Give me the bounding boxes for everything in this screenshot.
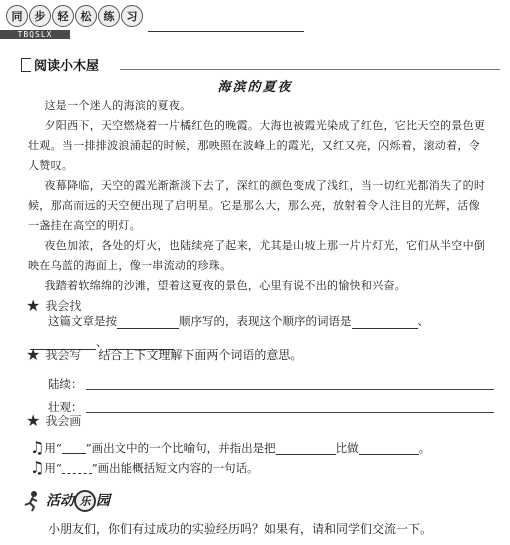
- word-label: 壮观：: [48, 400, 83, 414]
- header-pill: 轻: [52, 5, 74, 27]
- task-title: 我会找: [45, 299, 82, 313]
- answer-line[interactable]: [86, 389, 494, 390]
- header-pills: [6, 5, 143, 29]
- wavy-line-sample: [62, 463, 92, 474]
- paragraph: 这是一个迷人的海滨的夏夜。: [44, 99, 192, 112]
- answer-blank[interactable]: [359, 442, 419, 455]
- task-draw-line1: ♫ 用“ ”画出文中的一个比喻句，并指出是把 比做 。: [30, 438, 431, 457]
- answer-blank[interactable]: [352, 316, 418, 329]
- task-description: 结合上下文理解下面两个词语的意思。: [98, 348, 303, 362]
- music-note-icon: ♫: [30, 458, 45, 477]
- section-divider: [120, 69, 500, 70]
- music-note-icon: ♫: [30, 438, 45, 457]
- article-title: 海滨的夏夜: [217, 80, 293, 95]
- word-label: 陆续：: [48, 377, 83, 391]
- brand-code: TBQSLX: [0, 30, 70, 39]
- task-find-question-cont: 、: [30, 334, 174, 350]
- answer-blank[interactable]: [276, 442, 336, 455]
- star-icon: ★: [26, 410, 41, 430]
- section-title: 阅读小木屋: [34, 59, 100, 74]
- paragraph: 夜幕降临，天空的霞光渐渐淡下去了，深红的颜色变成了浅红，当一切红光都消失了的时候，那高而远的天空便出现了启明星。它是那么大，那么亮，放射着令人注目的光辉，活像一盏挂在高空的明灯。: [28, 179, 486, 232]
- task-find-question: 这篇文章是按 顺序写的，表现这个顺序的词语是 、: [48, 314, 429, 328]
- paragraph: 我踏着软绵绵的沙滩，望着这夏夜的景色，心里有说不出的愉快和兴奋。: [44, 279, 407, 292]
- activity-header: [22, 490, 110, 512]
- task-draw-header: [26, 412, 81, 429]
- header-divider: [148, 31, 304, 32]
- header-pill: 松: [75, 5, 97, 27]
- answer-line[interactable]: [86, 412, 494, 413]
- activity-title: 活动 乐 园: [46, 490, 110, 512]
- paragraph: 夕阳西下，天空燃烧着一片橘红色的晚霞。大海也被霞光染成了红色，它比天空的景色更壮观。当一排排波浪涌起的时候，那映照在波峰上的霞光，又红又亮，闪烁着，滚动着，令人赞叹。: [28, 119, 486, 172]
- runner-icon: [22, 490, 42, 512]
- header-pill: 步: [29, 5, 51, 27]
- task-title: 我会画: [45, 414, 82, 428]
- task-find-header: [26, 297, 81, 314]
- header-pill: 同: [6, 5, 28, 27]
- header-pill: 练: [98, 5, 120, 27]
- activity-text: 小朋友们，你们有过成功的实验经历吗？如果有，请和同学们交流一下。: [48, 522, 433, 536]
- task-draw-line2: ♫ 用“ ”画出能概括短文内容的一句话。: [30, 458, 259, 477]
- underline-sample: [62, 443, 86, 454]
- star-icon: ★: [26, 295, 41, 315]
- activity-ring: 乐: [74, 490, 96, 512]
- header-pill: 习: [121, 5, 143, 27]
- section-header: [21, 55, 99, 74]
- star-icon: ★: [26, 344, 41, 364]
- answer-blank[interactable]: [117, 316, 179, 329]
- book-icon: [21, 58, 31, 72]
- paragraph: 夜色加浓，各处的灯火，也陆续亮了起来，尤其是山坡上那一片片灯光，它们从半空中倒映在乌蓝的海面上，像一串流动的珍珠。: [28, 239, 486, 272]
- task-write-header: [26, 346, 302, 363]
- task-title: 我会写: [45, 348, 82, 362]
